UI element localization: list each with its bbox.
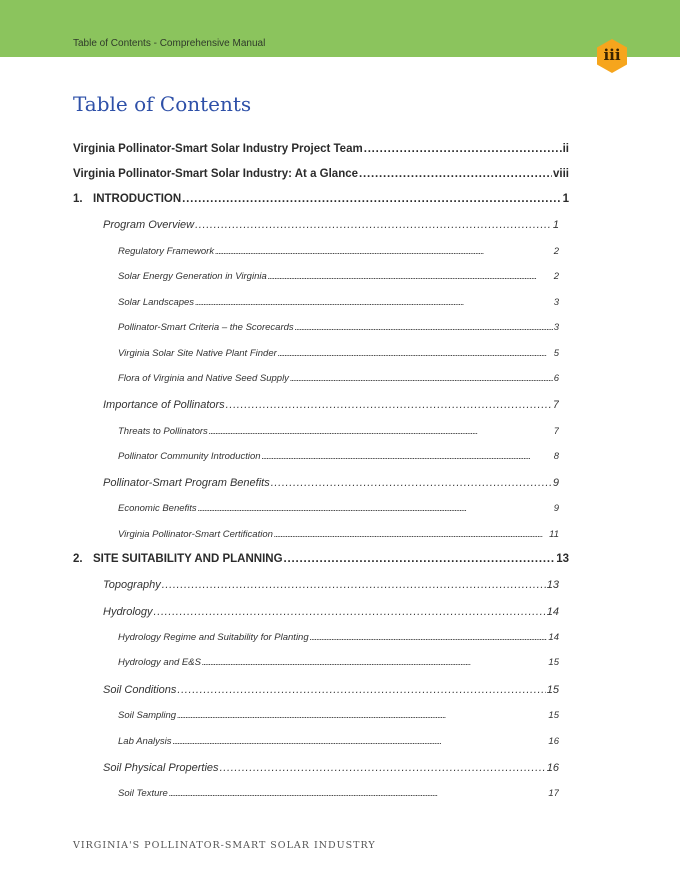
- toc-entry-page: 15: [546, 684, 559, 696]
- toc-entry-site-suitability[interactable]: [73, 553, 569, 565]
- toc-entry-label: Solar Energy Generation in Virginia: [118, 271, 267, 282]
- toc-entry-label: Soil Texture: [118, 788, 168, 799]
- toc-entry-label: Importance of Pollinators: [103, 399, 225, 411]
- running-footer: VIRGINIA'S POLLINATOR-SMART SOLAR INDUSTRY: [73, 840, 376, 851]
- page-title: Table of Contents: [73, 92, 252, 116]
- toc-entry-program-benefits[interactable]: [103, 477, 559, 489]
- toc-entry-hydrology-es[interactable]: [118, 657, 559, 668]
- toc-entry-label: Soil Conditions: [103, 684, 177, 696]
- toc-entry-page: 9: [552, 477, 559, 489]
- toc-entry-hydrology-regime[interactable]: [118, 632, 559, 643]
- dot-leader: [310, 632, 548, 643]
- toc-entry-label: Topography: [103, 579, 161, 591]
- toc-entry-at-a-glance[interactable]: [73, 168, 569, 180]
- toc-entry-page: 3: [553, 322, 559, 333]
- toc-entry-page: 1: [552, 219, 559, 231]
- dot-leader: [364, 143, 562, 155]
- toc-entry-label: Solar Landscapes: [118, 297, 195, 308]
- toc-entry-page: 16: [548, 736, 559, 747]
- dot-leader: [284, 553, 556, 565]
- dot-leader: [290, 373, 553, 384]
- toc-entry-label: SITE SUITABILITY AND PLANNING: [93, 553, 283, 565]
- toc-entry-label: Hydrology Regime and Suitability for Planting: [118, 632, 309, 643]
- toc-entry-label: Program Overview: [103, 219, 195, 231]
- toc-entry-number: 1.: [73, 193, 83, 205]
- toc-entry-label: Pollinator Community Introduction: [118, 451, 261, 462]
- toc-entry-page: 15: [548, 710, 559, 721]
- page-number: iii: [603, 46, 621, 64]
- toc-entry-page: 6: [553, 373, 559, 384]
- toc-entry-importance-of-pollinators[interactable]: [103, 399, 559, 411]
- dot-leader: [195, 219, 552, 231]
- toc-entry-lab-analysis[interactable]: [118, 736, 559, 747]
- toc-entry-flora-of-virginia[interactable]: [118, 373, 559, 384]
- toc-entry-page: 13: [546, 579, 559, 591]
- toc-entry-page: 17: [548, 788, 559, 799]
- toc-entry-soil-physical-properties[interactable]: [103, 762, 559, 774]
- toc-entry-topography[interactable]: [103, 579, 559, 591]
- dot-leader: [173, 736, 548, 747]
- toc-entry-label: Virginia Pollinator-Smart Solar Industry Project Team: [73, 143, 363, 155]
- toc-entry-page: 13: [556, 553, 569, 565]
- toc-entry-soil-sampling[interactable]: [118, 710, 559, 721]
- toc-entry-solar-energy-generation[interactable]: [118, 271, 559, 282]
- toc-entry-page: 14: [546, 606, 559, 618]
- toc-entry-page: 7: [553, 426, 559, 437]
- toc-entry-label: Pollinator-Smart Program Benefits: [103, 477, 270, 489]
- toc-entry-page: 11: [549, 529, 559, 540]
- toc-entry-page: 8: [553, 451, 559, 462]
- dot-leader: [177, 710, 547, 721]
- toc-entry-project-team[interactable]: [73, 143, 569, 155]
- toc-entry-label: Virginia Solar Site Native Plant Finder: [118, 348, 277, 359]
- dot-leader: [154, 606, 546, 618]
- dot-leader: [268, 271, 553, 282]
- toc-entry-regulatory-framework[interactable]: [118, 246, 559, 257]
- toc-entry-label: Regulatory Framework: [118, 246, 215, 257]
- dot-leader: [177, 684, 545, 696]
- dot-leader: [215, 246, 553, 257]
- running-header-title: Table of Contents - Comprehensive Manual: [73, 38, 266, 49]
- toc-entry-label: Virginia Pollinator-Smart Solar Industry: At a Glance: [73, 168, 359, 180]
- toc-entry-label: INTRODUCTION: [93, 193, 182, 205]
- toc-entry-label: Virginia Pollinator-Smart Certification: [118, 529, 273, 540]
- toc-entry-label: Soil Sampling: [118, 710, 177, 721]
- toc-entry-native-plant-finder[interactable]: [118, 348, 559, 359]
- dot-leader: [220, 762, 546, 774]
- dot-leader: [226, 399, 552, 411]
- toc-entry-certification[interactable]: [118, 529, 559, 540]
- dot-leader: [295, 322, 553, 333]
- toc-entry-page: 1: [562, 193, 569, 205]
- dot-leader: [271, 477, 552, 489]
- toc-entry-label: Threats to Pollinators: [118, 426, 208, 437]
- toc-entry-label: Hydrology and E&S: [118, 657, 201, 668]
- toc-entry-scorecards[interactable]: [118, 322, 559, 333]
- dot-leader: [198, 503, 553, 514]
- toc-entry-pollinator-community[interactable]: [118, 451, 559, 462]
- toc-entry-threats-to-pollinators[interactable]: [118, 426, 559, 437]
- toc-entry-soil-texture[interactable]: [118, 788, 559, 799]
- toc-entry-page: 3: [553, 297, 559, 308]
- dot-leader: [202, 657, 548, 668]
- dot-leader: [278, 348, 553, 359]
- toc-entry-economic-benefits[interactable]: [118, 503, 559, 514]
- toc-entry-page: viii: [553, 168, 569, 180]
- toc-entry-page: 7: [552, 399, 559, 411]
- dot-leader: [182, 193, 561, 205]
- toc-entry-page: 15: [548, 657, 559, 668]
- toc-entry-label: Hydrology: [103, 606, 153, 618]
- dot-leader: [274, 529, 548, 540]
- toc-entry-hydrology[interactable]: [103, 606, 559, 618]
- toc-entry-page: 2: [553, 271, 559, 282]
- dot-leader: [169, 788, 548, 799]
- toc-entry-label: Economic Benefits: [118, 503, 197, 514]
- dot-leader: [359, 168, 552, 180]
- toc-entry-label: Pollinator-Smart Criteria – the Scorecards: [118, 322, 294, 333]
- toc-entry-page: 2: [553, 246, 559, 257]
- toc-entry-number: 2.: [73, 553, 83, 565]
- toc-entry-page: 14: [548, 632, 559, 643]
- dot-leader: [162, 579, 546, 591]
- toc-entry-solar-landscapes[interactable]: [118, 297, 559, 308]
- page-number-badge: [595, 38, 629, 74]
- toc-entry-program-overview[interactable]: [103, 219, 559, 231]
- dot-leader: [209, 426, 553, 437]
- dot-leader: [195, 297, 553, 308]
- toc-entry-label: Flora of Virginia and Native Seed Supply: [118, 373, 289, 384]
- toc-entry-label: Lab Analysis: [118, 736, 172, 747]
- toc-entry-soil-conditions[interactable]: [103, 684, 559, 696]
- toc-entry-label: Soil Physical Properties: [103, 762, 219, 774]
- toc-entry-page: 16: [546, 762, 559, 774]
- toc-entry-page: 9: [553, 503, 559, 514]
- toc-entry-page: ii: [562, 143, 569, 155]
- dot-leader: [262, 451, 553, 462]
- toc-entry-introduction[interactable]: [73, 193, 569, 205]
- toc-entry-page: 5: [553, 348, 559, 359]
